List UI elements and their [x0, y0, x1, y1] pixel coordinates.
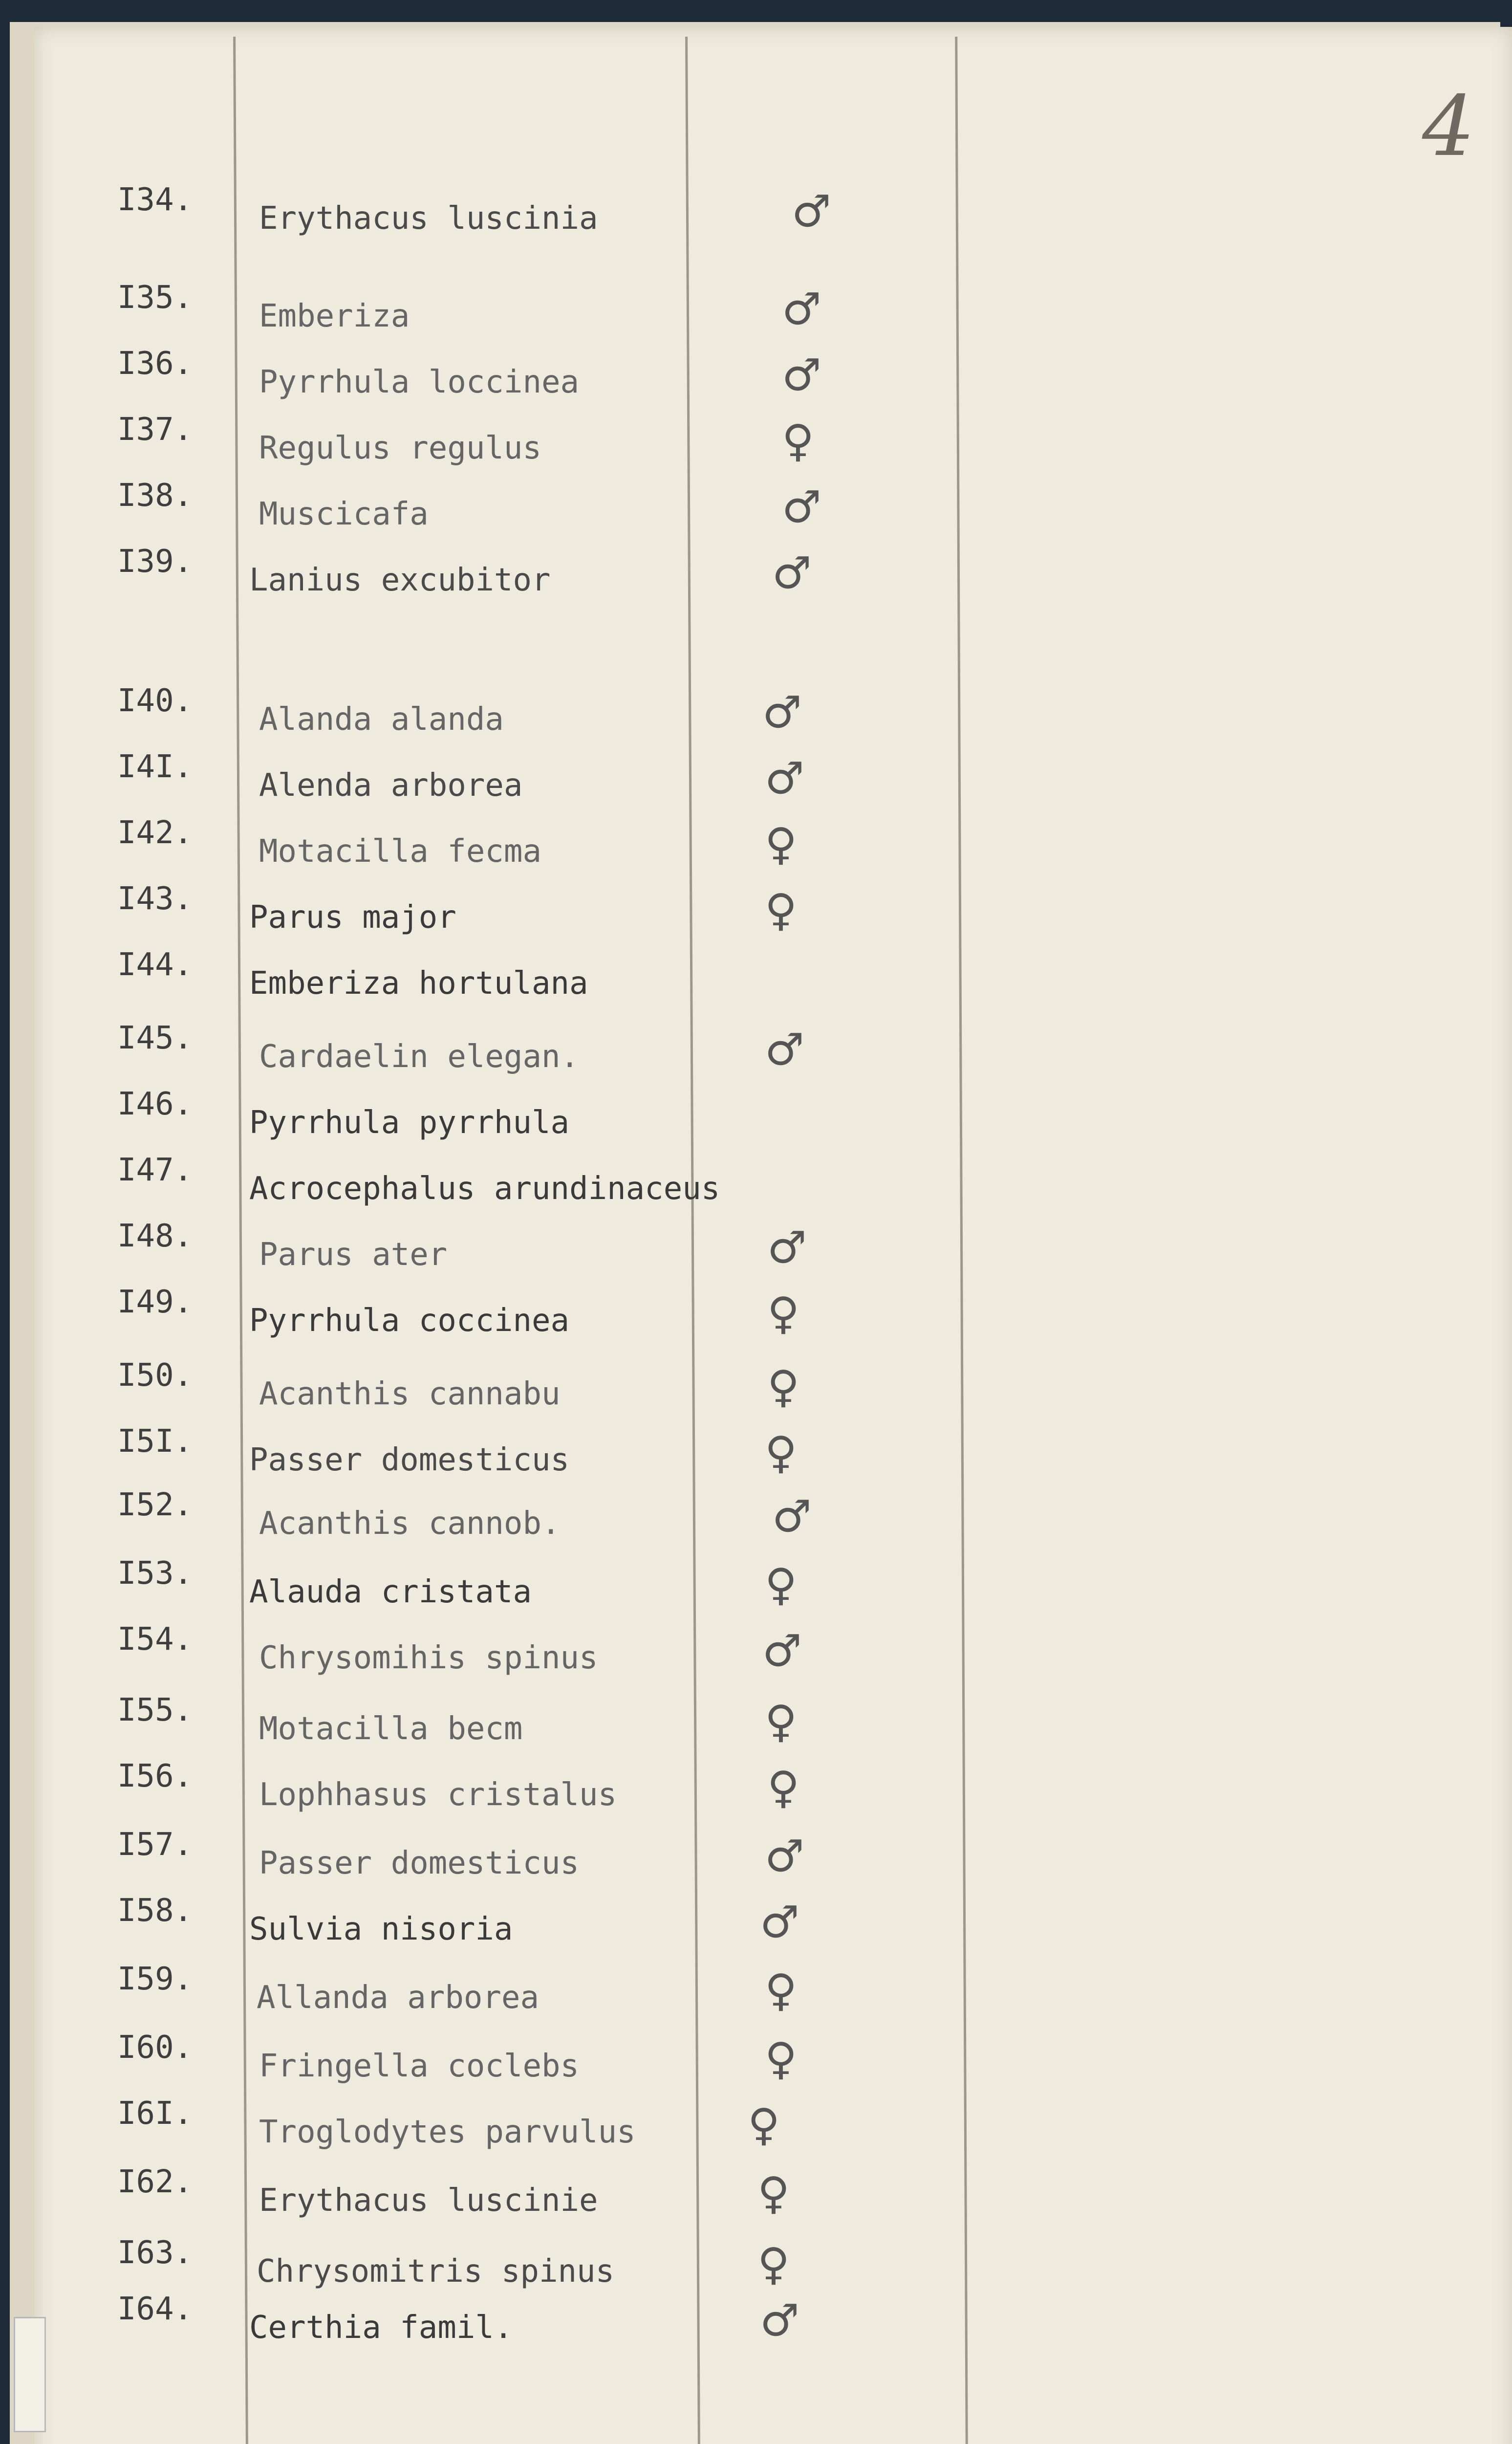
sex-symbol: ♀	[765, 1696, 797, 1747]
sex-symbol: ♂	[782, 284, 821, 335]
entry-number: I55.	[117, 1692, 193, 1728]
list-item	[0, 2291, 977, 2358]
species-name: Fringella coclebs	[259, 2048, 580, 2084]
list-item	[0, 1827, 977, 1894]
entry-number: I62.	[117, 2164, 193, 2200]
sex-symbol: ♀	[765, 1965, 797, 2016]
species-name: Passer domesticus	[259, 1845, 580, 1881]
sex-symbol: ♂	[760, 1897, 799, 1948]
list-item	[0, 182, 977, 249]
sex-symbol: ♂	[792, 186, 831, 237]
sex-symbol: ♀	[782, 415, 814, 467]
species-name: Pyrrhula loccinea	[259, 364, 580, 400]
list-item	[0, 280, 977, 347]
sex-symbol: ♂	[765, 1024, 804, 1075]
species-name: Passer domesticus	[249, 1442, 570, 1478]
list-item	[0, 412, 977, 479]
entry-number: I54.	[117, 1621, 193, 1658]
entry-number: I37.	[117, 412, 193, 448]
entry-number: I38.	[117, 478, 193, 514]
entry-number: I60.	[117, 2029, 193, 2066]
list-item	[0, 2164, 977, 2231]
entry-number: I57.	[117, 1827, 193, 1863]
sex-symbol: ♂	[760, 2295, 799, 2346]
list-item	[0, 683, 977, 750]
sex-symbol: ♀	[765, 2033, 797, 2085]
species-name: Emberiza	[259, 298, 410, 334]
entry-number: I52.	[117, 1487, 193, 1523]
entry-number: I6I.	[117, 2095, 193, 2132]
sex-symbol: ♀	[767, 1762, 799, 1813]
sex-symbol: ♂	[762, 1625, 802, 1677]
sex-symbol: ♂	[782, 481, 821, 533]
sex-symbol: ♂	[782, 349, 821, 401]
species-name: Acrocephalus arundinaceus	[249, 1171, 720, 1207]
list-item	[0, 1152, 977, 1220]
page-number: 4	[1422, 78, 1475, 175]
entry-number: I47.	[117, 1152, 193, 1188]
sex-symbol: ♂	[765, 753, 804, 804]
sex-symbol: ♀	[748, 2099, 780, 2151]
sex-symbol: ♀	[765, 819, 797, 870]
sex-symbol: ♂	[767, 1222, 807, 1273]
entry-number: I40.	[117, 683, 193, 719]
list-item	[0, 1487, 977, 1554]
sex-symbol: ♂	[765, 1831, 804, 1882]
species-name: Chrysomihis spinus	[259, 1640, 598, 1676]
sex-symbol: ♀	[767, 1288, 799, 1339]
species-name: Certhia famil.	[249, 2310, 513, 2346]
entry-number: I50.	[117, 1357, 193, 1394]
entry-number: I4I.	[117, 749, 193, 785]
entry-number: I53.	[117, 1555, 193, 1592]
list-item	[0, 544, 977, 611]
entry-number: I64.	[117, 2291, 193, 2327]
list-item	[0, 1357, 977, 1425]
species-name: Alenda arborea	[259, 767, 523, 804]
list-item	[0, 1555, 977, 1623]
list-item	[0, 1218, 977, 1286]
list-item	[0, 2095, 977, 2163]
species-name: Lophhasus cristalus	[259, 1777, 617, 1813]
species-name: Acanthis cannob.	[259, 1506, 561, 1542]
list-item	[0, 1020, 977, 1088]
list-item	[0, 478, 977, 545]
species-name: Parus major	[249, 899, 456, 936]
entry-number: I5I.	[117, 1423, 193, 1460]
sex-symbol: ♀	[765, 1427, 797, 1479]
species-name: Pyrrhula coccinea	[249, 1303, 570, 1339]
species-name: Acanthis cannabu	[259, 1376, 561, 1412]
species-name: Motacilla becm	[259, 1711, 523, 1747]
entry-number: I58.	[117, 1893, 193, 1929]
entry-number: I39.	[117, 544, 193, 580]
species-name: Erythacus luscinia	[259, 200, 598, 237]
species-name: Cardaelin elegan.	[259, 1039, 580, 1075]
species-name: Alauda cristata	[249, 1574, 532, 1610]
sex-symbol: ♀	[757, 2168, 790, 2219]
entry-number: I59.	[117, 1961, 193, 1997]
list-item	[0, 1758, 977, 1826]
list-item	[0, 1086, 977, 1154]
species-name: Troglodytes parvulus	[259, 2114, 636, 2150]
sex-symbol: ♂	[772, 1491, 812, 1542]
list-item	[0, 815, 977, 882]
list-item	[0, 881, 977, 948]
species-name: Emberiza hortulana	[249, 965, 588, 1002]
entry-number: I56.	[117, 1758, 193, 1794]
entry-number: I44.	[117, 947, 193, 983]
species-name: Motacilla fecma	[259, 833, 541, 870]
entry-number: I63.	[117, 2235, 193, 2271]
species-name: Sulvia nisoria	[249, 1911, 513, 1947]
entry-number: I43.	[117, 881, 193, 917]
sex-symbol: ♀	[757, 2239, 790, 2290]
entry-number: I36.	[117, 346, 193, 382]
list-item	[0, 1961, 977, 2029]
list-item	[0, 1692, 977, 1760]
species-name: Pyrrhula pyrrhula	[249, 1105, 570, 1141]
species-name: Allanda arborea	[257, 1980, 539, 2016]
list-item	[0, 1284, 977, 1352]
sex-symbol: ♀	[767, 1361, 799, 1413]
list-item	[0, 1423, 977, 1491]
species-name: Chrysomitris spinus	[257, 2253, 615, 2290]
list-item	[0, 947, 977, 1014]
list-item	[0, 749, 977, 816]
entry-number: I46.	[117, 1086, 193, 1122]
sex-symbol: ♀	[765, 1559, 797, 1611]
list-item	[0, 2029, 977, 2097]
sex-symbol: ♂	[772, 547, 812, 599]
entry-number: I45.	[117, 1020, 193, 1056]
species-name: Alanda alanda	[259, 701, 504, 738]
sex-symbol: ♀	[765, 885, 797, 936]
sex-symbol: ♂	[762, 687, 802, 738]
entry-number: I34.	[117, 182, 193, 218]
entry-number: I42.	[117, 815, 193, 851]
species-name: Muscicafa	[259, 496, 429, 532]
entry-number: I48.	[117, 1218, 193, 1254]
species-name: Parus ater	[259, 1237, 448, 1273]
entry-number: I49.	[117, 1284, 193, 1320]
species-name: Regulus regulus	[259, 430, 541, 466]
list-item	[0, 1893, 977, 1960]
species-name: Lanius excubitor	[249, 562, 551, 598]
entry-number: I35.	[117, 280, 193, 316]
list-item	[0, 1621, 977, 1689]
list-item	[0, 346, 977, 413]
species-name: Erythacus luscinie	[259, 2182, 598, 2219]
